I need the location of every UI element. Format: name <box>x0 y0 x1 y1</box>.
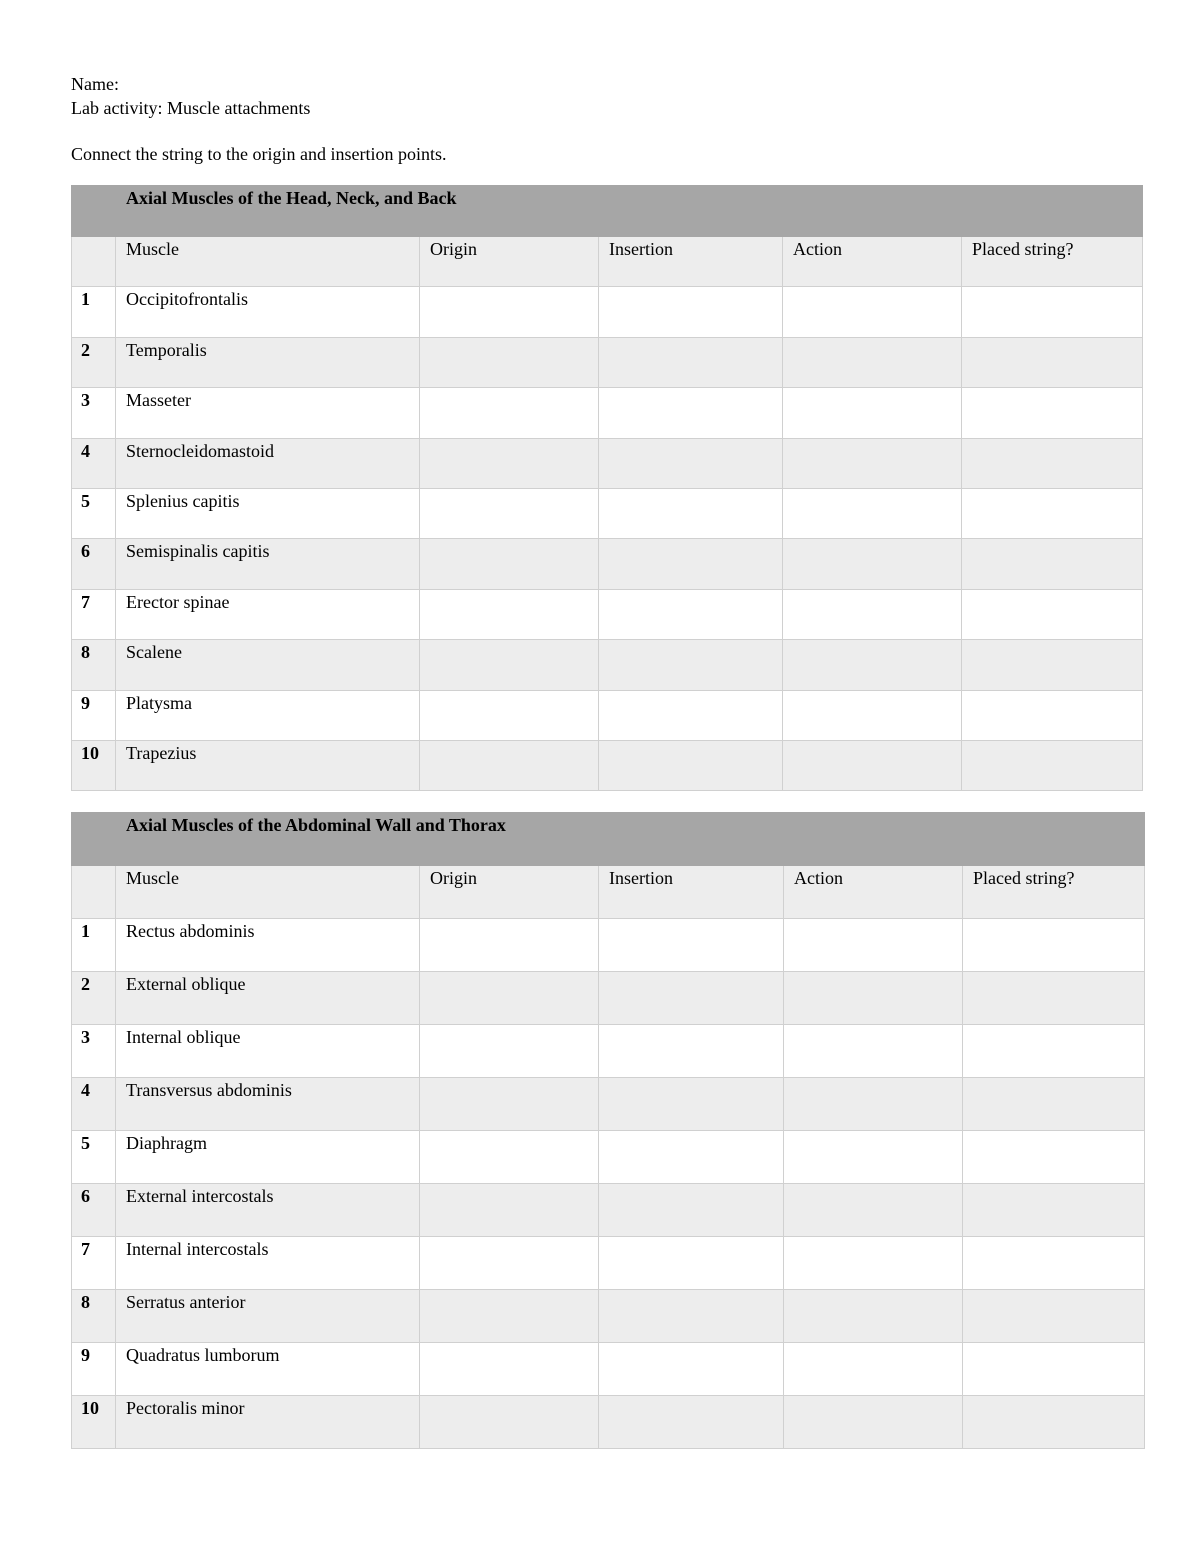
muscle-name: Internal oblique <box>116 1025 420 1078</box>
action-cell[interactable] <box>784 919 963 972</box>
table-row <box>72 1025 1145 1078</box>
row-number: 9 <box>72 1343 116 1396</box>
column-header: Origin <box>420 866 599 919</box>
column-header: Placed string? <box>963 866 1145 919</box>
insertion-cell[interactable] <box>599 1078 784 1131</box>
action-cell[interactable] <box>783 640 962 690</box>
table-row <box>72 972 1145 1025</box>
placed-string-cell[interactable] <box>962 488 1143 538</box>
column-header: Action <box>783 237 962 287</box>
origin-cell[interactable] <box>420 919 599 972</box>
action-cell[interactable] <box>783 589 962 639</box>
table-title-row <box>72 186 1143 237</box>
table-row <box>72 1131 1145 1184</box>
insertion-cell[interactable] <box>599 287 783 337</box>
placed-string-cell[interactable] <box>963 919 1145 972</box>
muscle-name: Trapezius <box>116 740 420 790</box>
origin-cell[interactable] <box>420 1396 599 1449</box>
placed-string-cell[interactable] <box>963 1184 1145 1237</box>
action-cell[interactable] <box>783 740 962 790</box>
action-cell[interactable] <box>784 972 963 1025</box>
muscle-name: Semispinalis capitis <box>116 539 420 589</box>
table-title-row <box>72 813 1145 866</box>
placed-string-cell[interactable] <box>963 1290 1145 1343</box>
title-num-cell <box>72 813 116 866</box>
placed-string-cell[interactable] <box>962 640 1143 690</box>
row-number: 4 <box>72 438 116 488</box>
origin-cell[interactable] <box>420 740 599 790</box>
placed-string-cell[interactable] <box>962 690 1143 740</box>
action-cell[interactable] <box>784 1078 963 1131</box>
row-number: 6 <box>72 539 116 589</box>
table-row <box>72 1184 1145 1237</box>
column-header: Insertion <box>599 237 783 287</box>
insertion-cell[interactable] <box>599 1290 784 1343</box>
insertion-cell[interactable] <box>599 1343 784 1396</box>
placed-string-cell[interactable] <box>963 1025 1145 1078</box>
origin-cell[interactable] <box>420 1290 599 1343</box>
placed-string-cell[interactable] <box>963 1131 1145 1184</box>
muscle-name: External oblique <box>116 972 420 1025</box>
column-header: Muscle <box>116 237 420 287</box>
origin-cell[interactable] <box>420 388 599 438</box>
document-header <box>71 72 310 120</box>
insertion-cell[interactable] <box>599 589 783 639</box>
origin-cell[interactable] <box>420 640 599 690</box>
insertion-cell[interactable] <box>599 1131 784 1184</box>
origin-cell[interactable] <box>420 589 599 639</box>
insertion-cell[interactable] <box>599 1396 784 1449</box>
table-row <box>72 287 1143 337</box>
muscle-name: Diaphragm <box>116 1131 420 1184</box>
muscle-name: Erector spinae <box>116 589 420 639</box>
row-number: 5 <box>72 1131 116 1184</box>
muscle-name: Pectoralis minor <box>116 1396 420 1449</box>
table-row <box>72 488 1143 538</box>
muscle-name: Transversus abdominis <box>116 1078 420 1131</box>
row-number: 5 <box>72 488 116 538</box>
title-num-cell <box>72 186 116 237</box>
header-num-cell <box>72 237 116 287</box>
placed-string-cell[interactable] <box>963 1237 1145 1290</box>
origin-cell[interactable] <box>420 1078 599 1131</box>
row-number: 1 <box>72 919 116 972</box>
row-number: 8 <box>72 1290 116 1343</box>
table-title: Axial Muscles of the Abdominal Wall and Thorax <box>116 813 1145 866</box>
lab-title: Lab activity: Muscle attachments <box>71 98 311 118</box>
placed-string-cell[interactable] <box>963 1078 1145 1131</box>
table-row <box>72 539 1143 589</box>
table-row <box>72 388 1143 438</box>
table-title: Axial Muscles of the Head, Neck, and Back <box>116 186 1143 237</box>
abdominal-thorax-table <box>71 812 1145 1449</box>
insertion-cell[interactable] <box>599 1184 784 1237</box>
table-row <box>72 640 1143 690</box>
column-header: Insertion <box>599 866 784 919</box>
action-cell[interactable] <box>783 539 962 589</box>
action-cell[interactable] <box>783 690 962 740</box>
action-cell[interactable] <box>783 388 962 438</box>
row-number: 7 <box>72 589 116 639</box>
action-cell[interactable] <box>783 287 962 337</box>
row-number: 2 <box>72 337 116 387</box>
muscle-name: Splenius capitis <box>116 488 420 538</box>
column-header-row <box>72 237 1143 287</box>
action-cell[interactable] <box>783 438 962 488</box>
table-row <box>72 919 1145 972</box>
row-number: 8 <box>72 640 116 690</box>
insertion-cell[interactable] <box>599 337 783 387</box>
table-row <box>72 1396 1145 1449</box>
placed-string-cell[interactable] <box>963 972 1145 1025</box>
row-number: 9 <box>72 690 116 740</box>
insertion-cell[interactable] <box>599 919 784 972</box>
origin-cell[interactable] <box>420 1343 599 1396</box>
placed-string-cell[interactable] <box>963 1396 1145 1449</box>
origin-cell[interactable] <box>420 438 599 488</box>
origin-cell[interactable] <box>420 337 599 387</box>
placed-string-cell[interactable] <box>962 337 1143 387</box>
muscle-name: Sternocleidomastoid <box>116 438 420 488</box>
origin-cell[interactable] <box>420 287 599 337</box>
column-header: Origin <box>420 237 599 287</box>
insertion-cell[interactable] <box>599 740 783 790</box>
muscle-name: Rectus abdominis <box>116 919 420 972</box>
insertion-cell[interactable] <box>599 388 783 438</box>
origin-cell[interactable] <box>420 539 599 589</box>
row-number: 3 <box>72 388 116 438</box>
origin-cell[interactable] <box>420 1237 599 1290</box>
table-row <box>72 589 1143 639</box>
origin-cell[interactable] <box>420 972 599 1025</box>
column-header: Muscle <box>116 866 420 919</box>
action-cell[interactable] <box>783 488 962 538</box>
action-cell[interactable] <box>784 1025 963 1078</box>
placed-string-cell[interactable] <box>962 438 1143 488</box>
action-cell[interactable] <box>784 1343 963 1396</box>
action-cell[interactable] <box>784 1184 963 1237</box>
action-cell[interactable] <box>784 1237 963 1290</box>
header-num-cell <box>72 866 116 919</box>
placed-string-cell[interactable] <box>962 740 1143 790</box>
muscle-name: Occipitofrontalis <box>116 287 420 337</box>
column-header: Placed string? <box>962 237 1143 287</box>
column-header-row <box>72 866 1145 919</box>
action-cell[interactable] <box>784 1131 963 1184</box>
insertion-cell[interactable] <box>599 690 783 740</box>
row-number: 4 <box>72 1078 116 1131</box>
table-row <box>72 1078 1145 1131</box>
insertion-cell[interactable] <box>599 438 783 488</box>
insertion-cell[interactable] <box>599 539 783 589</box>
name-label: Name: <box>71 74 119 94</box>
muscle-name: Platysma <box>116 690 420 740</box>
table-row <box>72 1343 1145 1396</box>
placed-string-cell[interactable] <box>962 287 1143 337</box>
table-row <box>72 1237 1145 1290</box>
row-number: 6 <box>72 1184 116 1237</box>
insertion-cell[interactable] <box>599 1237 784 1290</box>
column-header: Action <box>784 866 963 919</box>
instructions-text: Connect the string to the origin and insertion points. <box>71 144 447 164</box>
row-number: 1 <box>72 287 116 337</box>
row-number: 10 <box>72 1396 116 1449</box>
row-number: 7 <box>72 1237 116 1290</box>
table-row <box>72 1290 1145 1343</box>
muscle-name: Masseter <box>116 388 420 438</box>
head-neck-back-table <box>71 185 1143 791</box>
placed-string-cell[interactable] <box>962 539 1143 589</box>
origin-cell[interactable] <box>420 488 599 538</box>
placed-string-cell[interactable] <box>963 1343 1145 1396</box>
origin-cell[interactable] <box>420 690 599 740</box>
origin-cell[interactable] <box>420 1025 599 1078</box>
origin-cell[interactable] <box>420 1131 599 1184</box>
insertion-cell[interactable] <box>599 972 784 1025</box>
muscle-name: Scalene <box>116 640 420 690</box>
muscle-name: Quadratus lumborum <box>116 1343 420 1396</box>
insertion-cell[interactable] <box>599 640 783 690</box>
row-number: 10 <box>72 740 116 790</box>
muscle-name: External intercostals <box>116 1184 420 1237</box>
muscle-name: Temporalis <box>116 337 420 387</box>
insertion-cell[interactable] <box>599 488 783 538</box>
row-number: 3 <box>72 1025 116 1078</box>
action-cell[interactable] <box>784 1290 963 1343</box>
row-number: 2 <box>72 972 116 1025</box>
muscle-name: Serratus anterior <box>116 1290 420 1343</box>
insertion-cell[interactable] <box>599 1025 784 1078</box>
action-cell[interactable] <box>783 337 962 387</box>
table-row <box>72 740 1143 790</box>
table-row <box>72 690 1143 740</box>
origin-cell[interactable] <box>420 1184 599 1237</box>
table-row <box>72 337 1143 387</box>
placed-string-cell[interactable] <box>962 589 1143 639</box>
placed-string-cell[interactable] <box>962 388 1143 438</box>
table-row <box>72 438 1143 488</box>
action-cell[interactable] <box>784 1396 963 1449</box>
muscle-name: Internal intercostals <box>116 1237 420 1290</box>
